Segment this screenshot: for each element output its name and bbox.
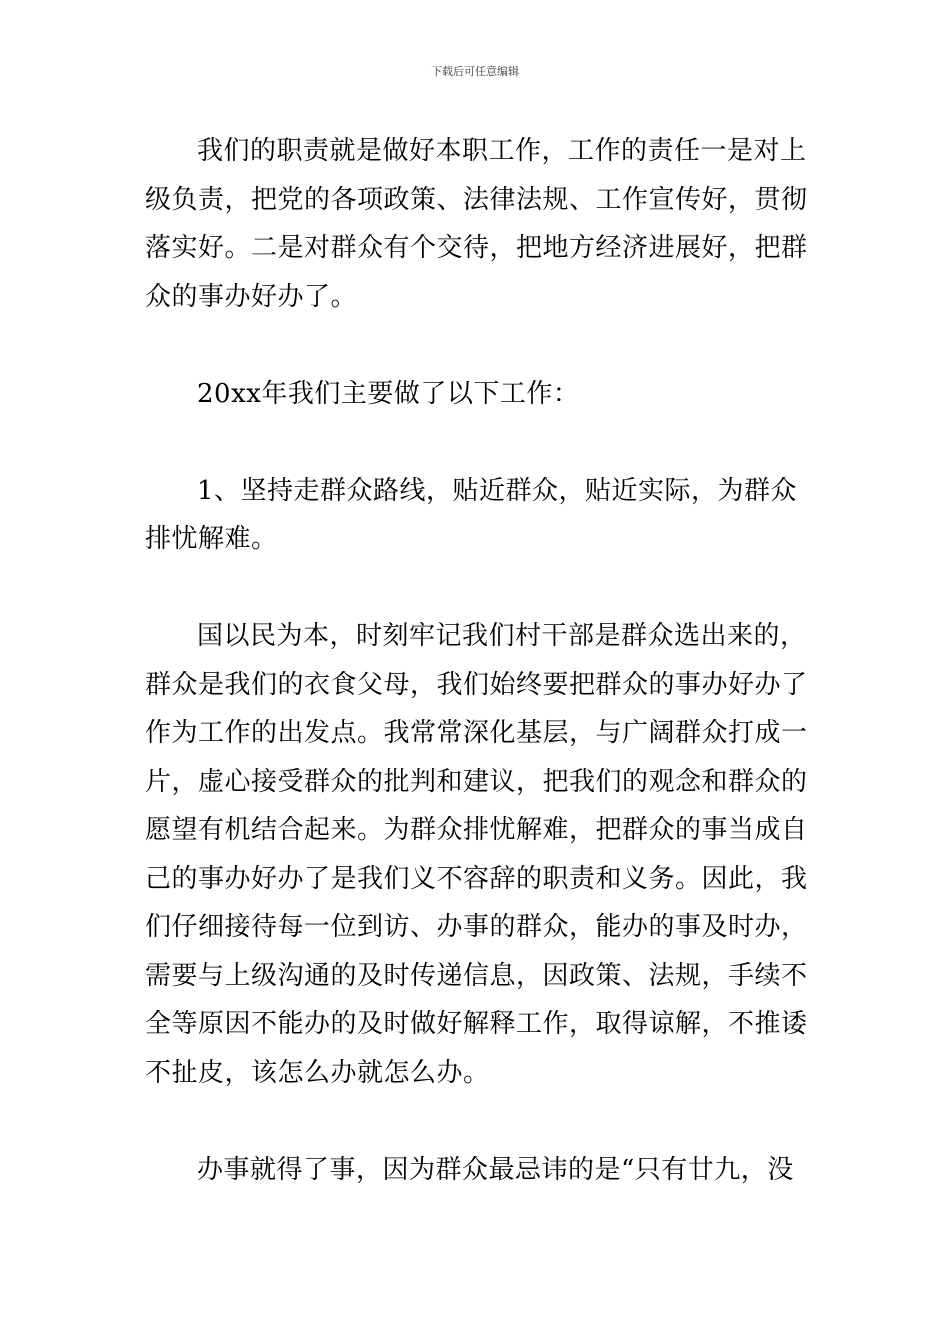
- document-body: [145, 127, 810, 1194]
- paragraph-people-first: 国以民为本，时刻牢记我们村干部是群众选出来的，群众是我们的衣食父母，我们始终要把群众的事办好办了作为工作的出发点。我常常深化基层，与广阔群众打成一片，虚心接受群众的批判和建议，把我们的观念和群众的愿望有机结合起来。为群众排忧解难，把群众的事当成自己的事办好办了是我们义不容辞的职责和义务。因此，我们仔细接待每一位到访、办事的群众，能办的事及时办，需要与上级沟通的及时传递信息，因政策、法规，手续不全等原因不能办的及时做好解释工作，取得谅解，不推诿不扯皮，该怎么办就怎么办。: [145, 621, 808, 1088]
- paragraph-handle-affairs: 办事就得了事，因为群众最忌讳的是“只有廿九，没: [197, 1154, 794, 1185]
- header-note: 下载后可任意编辑: [431, 65, 519, 78]
- paragraph-item-1: 1、坚持走群众路线，贴近群众，贴近实际，为群众排忧解难。: [145, 475, 798, 554]
- paragraph-duty: 我们的职责就是做好本职工作，工作的责任一是对上级负责，把党的各项政策、法律法规、工作宣传好，贯彻落实好。二是对群众有个交待，把地方经济进展好，把群众的事办好办了。: [145, 136, 808, 312]
- paragraph-work-intro: 20xx年我们主要做了以下工作：: [197, 378, 580, 409]
